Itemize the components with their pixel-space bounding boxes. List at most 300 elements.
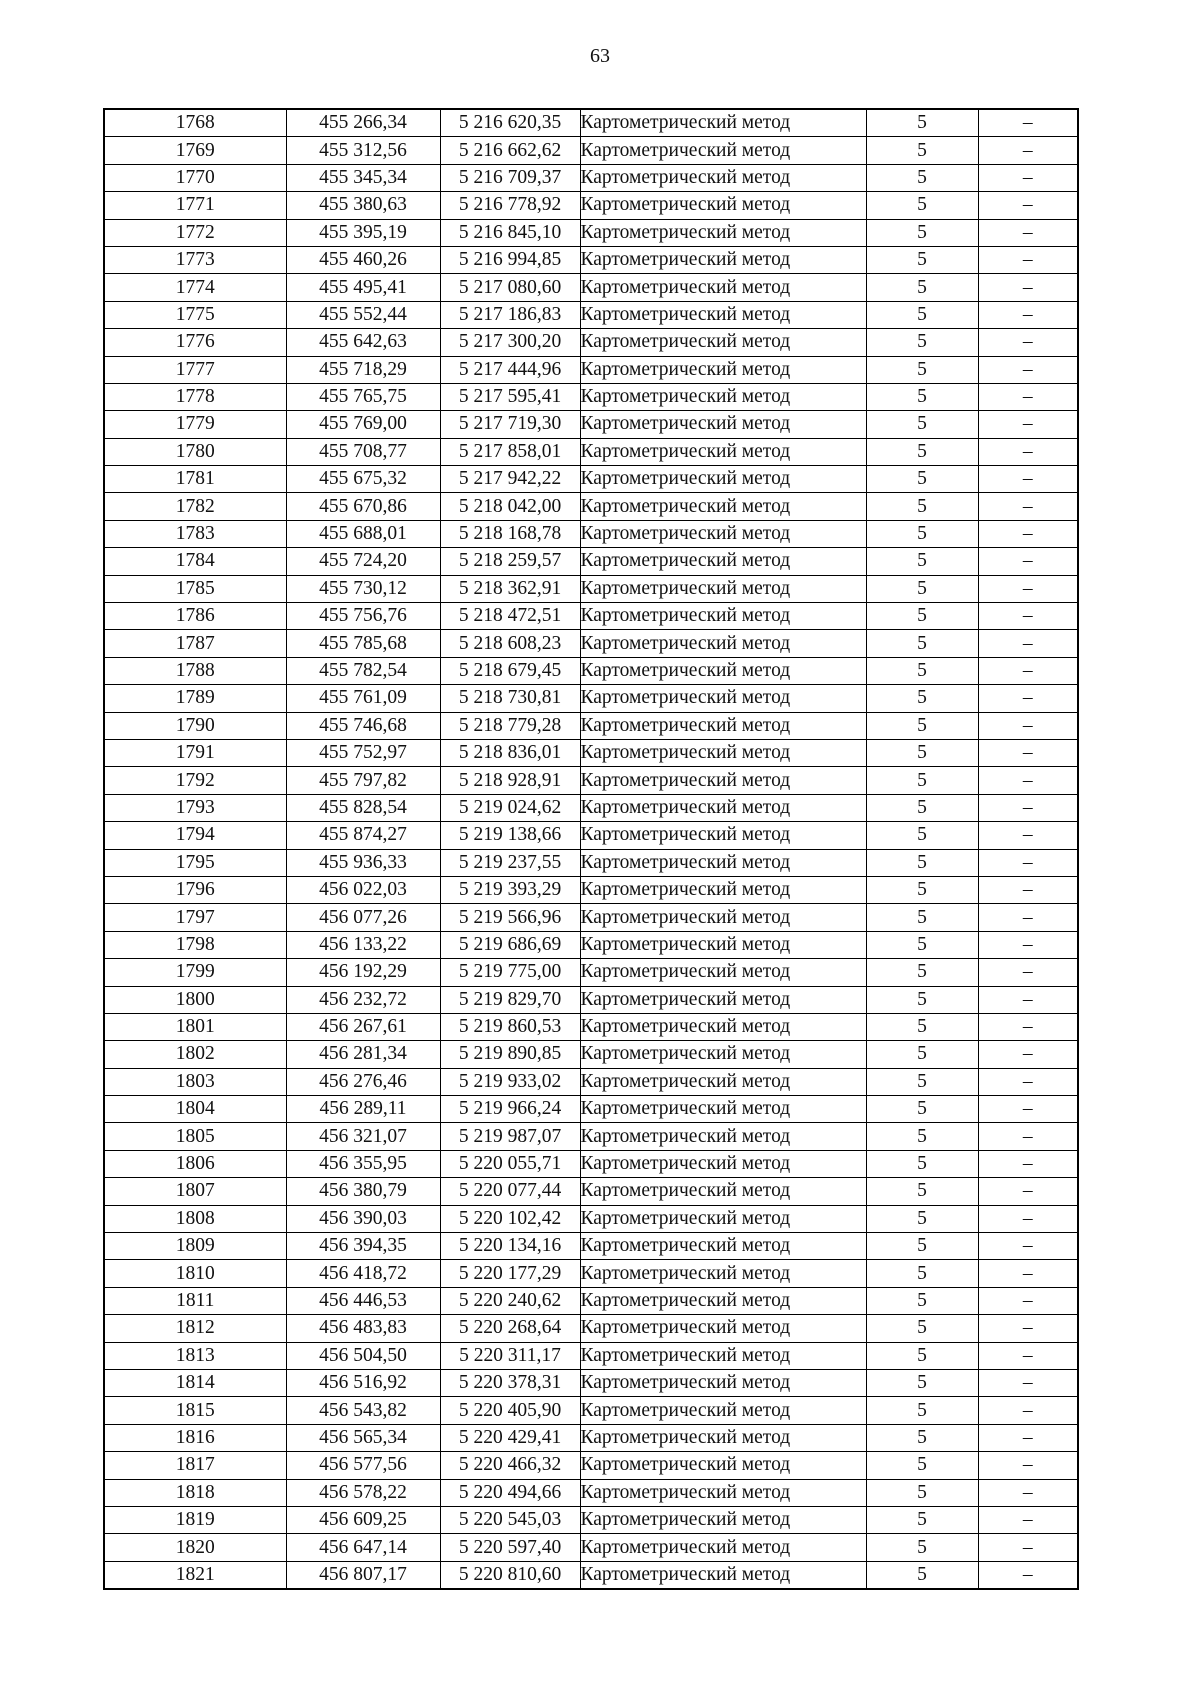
empty-dash-cell: – (978, 246, 1078, 273)
point-number-cell: 1773 (104, 246, 286, 273)
method-cell: Картометрический метод (580, 712, 866, 739)
empty-dash-cell: – (978, 411, 1078, 438)
empty-dash-cell: – (978, 959, 1078, 986)
y-coordinate-cell: 5 218 679,45 (440, 657, 580, 684)
point-number-cell: 1813 (104, 1342, 286, 1369)
x-coordinate-cell: 455 756,76 (286, 603, 440, 630)
page-number: 63 (590, 45, 610, 67)
method-cell: Картометрический метод (580, 767, 866, 794)
table-row (104, 246, 1078, 273)
point-number-cell: 1788 (104, 657, 286, 684)
accuracy-cell: 5 (866, 1424, 978, 1451)
x-coordinate-cell: 456 380,79 (286, 1178, 440, 1205)
y-coordinate-cell: 5 218 928,91 (440, 767, 580, 794)
table-row (104, 630, 1078, 657)
y-coordinate-cell: 5 216 994,85 (440, 246, 580, 273)
x-coordinate-cell: 456 609,25 (286, 1506, 440, 1533)
x-coordinate-cell: 455 761,09 (286, 685, 440, 712)
table-row (104, 1424, 1078, 1451)
y-coordinate-cell: 5 220 268,64 (440, 1315, 580, 1342)
method-cell: Картометрический метод (580, 986, 866, 1013)
method-cell: Картометрический метод (580, 1506, 866, 1533)
table-row (104, 520, 1078, 547)
point-number-cell: 1775 (104, 301, 286, 328)
point-number-cell: 1796 (104, 876, 286, 903)
x-coordinate-cell: 455 724,20 (286, 548, 440, 575)
method-cell: Картометрический метод (580, 1342, 866, 1369)
accuracy-cell: 5 (866, 466, 978, 493)
empty-dash-cell: – (978, 1342, 1078, 1369)
empty-dash-cell: – (978, 575, 1078, 602)
empty-dash-cell: – (978, 603, 1078, 630)
table-row (104, 575, 1078, 602)
table-row (104, 411, 1078, 438)
empty-dash-cell: – (978, 192, 1078, 219)
empty-dash-cell: – (978, 685, 1078, 712)
x-coordinate-cell: 455 765,75 (286, 383, 440, 410)
y-coordinate-cell: 5 220 134,16 (440, 1233, 580, 1260)
x-coordinate-cell: 455 380,63 (286, 192, 440, 219)
x-coordinate-cell: 456 807,17 (286, 1561, 440, 1589)
empty-dash-cell: – (978, 767, 1078, 794)
table-row (104, 301, 1078, 328)
point-number-cell: 1790 (104, 712, 286, 739)
point-number-cell: 1812 (104, 1315, 286, 1342)
accuracy-cell: 5 (866, 1041, 978, 1068)
empty-dash-cell: – (978, 520, 1078, 547)
x-coordinate-cell: 455 752,97 (286, 739, 440, 766)
method-cell: Картометрический метод (580, 274, 866, 301)
empty-dash-cell: – (978, 1013, 1078, 1040)
method-cell: Картометрический метод (580, 137, 866, 164)
empty-dash-cell: – (978, 1068, 1078, 1095)
method-cell: Картометрический метод (580, 520, 866, 547)
method-cell: Картометрический метод (580, 739, 866, 766)
point-number-cell: 1789 (104, 685, 286, 712)
empty-dash-cell: – (978, 383, 1078, 410)
y-coordinate-cell: 5 218 779,28 (440, 712, 580, 739)
method-cell: Картометрический метод (580, 164, 866, 191)
method-cell: Картометрический метод (580, 575, 866, 602)
empty-dash-cell: – (978, 164, 1078, 191)
empty-dash-cell: – (978, 986, 1078, 1013)
y-coordinate-cell: 5 220 378,31 (440, 1369, 580, 1396)
table-row (104, 1233, 1078, 1260)
accuracy-cell: 5 (866, 1315, 978, 1342)
point-number-cell: 1770 (104, 164, 286, 191)
point-number-cell: 1807 (104, 1178, 286, 1205)
accuracy-cell: 5 (866, 1397, 978, 1424)
method-cell: Картометрический метод (580, 794, 866, 821)
table-row (104, 876, 1078, 903)
accuracy-cell: 5 (866, 712, 978, 739)
accuracy-cell: 5 (866, 822, 978, 849)
empty-dash-cell: – (978, 1205, 1078, 1232)
x-coordinate-cell: 456 504,50 (286, 1342, 440, 1369)
y-coordinate-cell: 5 219 966,24 (440, 1096, 580, 1123)
empty-dash-cell: – (978, 329, 1078, 356)
y-coordinate-cell: 5 217 444,96 (440, 356, 580, 383)
method-cell: Картометрический метод (580, 603, 866, 630)
table-row (104, 1534, 1078, 1561)
method-cell: Картометрический метод (580, 630, 866, 657)
y-coordinate-cell: 5 219 566,96 (440, 904, 580, 931)
y-coordinate-cell: 5 220 055,71 (440, 1150, 580, 1177)
y-coordinate-cell: 5 216 778,92 (440, 192, 580, 219)
point-number-cell: 1794 (104, 822, 286, 849)
y-coordinate-cell: 5 217 300,20 (440, 329, 580, 356)
x-coordinate-cell: 455 730,12 (286, 575, 440, 602)
x-coordinate-cell: 455 395,19 (286, 219, 440, 246)
point-number-cell: 1819 (104, 1506, 286, 1533)
method-cell: Картометрический метод (580, 329, 866, 356)
empty-dash-cell: – (978, 137, 1078, 164)
table-row (104, 1452, 1078, 1479)
method-cell: Картометрический метод (580, 1150, 866, 1177)
y-coordinate-cell: 5 216 845,10 (440, 219, 580, 246)
x-coordinate-cell: 455 708,77 (286, 438, 440, 465)
y-coordinate-cell: 5 219 987,07 (440, 1123, 580, 1150)
x-coordinate-cell: 456 446,53 (286, 1287, 440, 1314)
empty-dash-cell: – (978, 219, 1078, 246)
y-coordinate-cell: 5 218 259,57 (440, 548, 580, 575)
y-coordinate-cell: 5 217 942,22 (440, 466, 580, 493)
table-row (104, 1260, 1078, 1287)
point-number-cell: 1804 (104, 1096, 286, 1123)
table-row (104, 931, 1078, 958)
point-number-cell: 1772 (104, 219, 286, 246)
method-cell: Картометрический метод (580, 1041, 866, 1068)
method-cell: Картометрический метод (580, 246, 866, 273)
empty-dash-cell: – (978, 1534, 1078, 1561)
y-coordinate-cell: 5 218 362,91 (440, 575, 580, 602)
table-row (104, 1561, 1078, 1589)
table-row (104, 1397, 1078, 1424)
table-row (104, 657, 1078, 684)
empty-dash-cell: – (978, 1096, 1078, 1123)
empty-dash-cell: – (978, 466, 1078, 493)
method-cell: Картометрический метод (580, 1123, 866, 1150)
accuracy-cell: 5 (866, 246, 978, 273)
y-coordinate-cell: 5 219 024,62 (440, 794, 580, 821)
y-coordinate-cell: 5 219 393,29 (440, 876, 580, 903)
accuracy-cell: 5 (866, 383, 978, 410)
point-number-cell: 1809 (104, 1233, 286, 1260)
x-coordinate-cell: 455 345,34 (286, 164, 440, 191)
point-number-cell: 1786 (104, 603, 286, 630)
x-coordinate-cell: 455 782,54 (286, 657, 440, 684)
table-row (104, 767, 1078, 794)
y-coordinate-cell: 5 220 429,41 (440, 1424, 580, 1451)
empty-dash-cell: – (978, 739, 1078, 766)
method-cell: Картометрический метод (580, 904, 866, 931)
x-coordinate-cell: 456 281,34 (286, 1041, 440, 1068)
accuracy-cell: 5 (866, 1479, 978, 1506)
empty-dash-cell: – (978, 794, 1078, 821)
y-coordinate-cell: 5 219 829,70 (440, 986, 580, 1013)
point-number-cell: 1784 (104, 548, 286, 575)
empty-dash-cell: – (978, 438, 1078, 465)
y-coordinate-cell: 5 220 545,03 (440, 1506, 580, 1533)
accuracy-cell: 5 (866, 438, 978, 465)
point-number-cell: 1781 (104, 466, 286, 493)
point-number-cell: 1787 (104, 630, 286, 657)
table-row (104, 274, 1078, 301)
accuracy-cell: 5 (866, 876, 978, 903)
y-coordinate-cell: 5 220 077,44 (440, 1178, 580, 1205)
method-cell: Картометрический метод (580, 1561, 866, 1589)
table-row (104, 712, 1078, 739)
y-coordinate-cell: 5 216 620,35 (440, 109, 580, 137)
x-coordinate-cell: 456 577,56 (286, 1452, 440, 1479)
y-coordinate-cell: 5 218 730,81 (440, 685, 580, 712)
coordinates-table (103, 108, 1079, 1590)
point-number-cell: 1818 (104, 1479, 286, 1506)
point-number-cell: 1808 (104, 1205, 286, 1232)
table-row (104, 1315, 1078, 1342)
x-coordinate-cell: 455 718,29 (286, 356, 440, 383)
table-row (104, 1096, 1078, 1123)
x-coordinate-cell: 455 797,82 (286, 767, 440, 794)
x-coordinate-cell: 456 267,61 (286, 1013, 440, 1040)
accuracy-cell: 5 (866, 1233, 978, 1260)
method-cell: Картометрический метод (580, 849, 866, 876)
method-cell: Картометрический метод (580, 1068, 866, 1095)
table-row (104, 685, 1078, 712)
method-cell: Картометрический метод (580, 1287, 866, 1314)
method-cell: Картометрический метод (580, 356, 866, 383)
table-row (104, 192, 1078, 219)
empty-dash-cell: – (978, 1150, 1078, 1177)
table-row (104, 493, 1078, 520)
method-cell: Картометрический метод (580, 219, 866, 246)
point-number-cell: 1783 (104, 520, 286, 547)
method-cell: Картометрический метод (580, 301, 866, 328)
x-coordinate-cell: 455 460,26 (286, 246, 440, 273)
y-coordinate-cell: 5 220 466,32 (440, 1452, 580, 1479)
x-coordinate-cell: 455 312,56 (286, 137, 440, 164)
table-row (104, 356, 1078, 383)
y-coordinate-cell: 5 216 709,37 (440, 164, 580, 191)
point-number-cell: 1801 (104, 1013, 286, 1040)
y-coordinate-cell: 5 220 405,90 (440, 1397, 580, 1424)
x-coordinate-cell: 456 543,82 (286, 1397, 440, 1424)
x-coordinate-cell: 456 647,14 (286, 1534, 440, 1561)
point-number-cell: 1820 (104, 1534, 286, 1561)
empty-dash-cell: – (978, 301, 1078, 328)
accuracy-cell: 5 (866, 1342, 978, 1369)
point-number-cell: 1785 (104, 575, 286, 602)
x-coordinate-cell: 455 642,63 (286, 329, 440, 356)
accuracy-cell: 5 (866, 301, 978, 328)
empty-dash-cell: – (978, 1178, 1078, 1205)
y-coordinate-cell: 5 217 595,41 (440, 383, 580, 410)
accuracy-cell: 5 (866, 931, 978, 958)
empty-dash-cell: – (978, 1369, 1078, 1396)
x-coordinate-cell: 455 828,54 (286, 794, 440, 821)
accuracy-cell: 5 (866, 1096, 978, 1123)
table-row (104, 959, 1078, 986)
table-row (104, 466, 1078, 493)
x-coordinate-cell: 456 578,22 (286, 1479, 440, 1506)
x-coordinate-cell: 455 495,41 (286, 274, 440, 301)
empty-dash-cell: – (978, 1506, 1078, 1533)
empty-dash-cell: – (978, 1397, 1078, 1424)
x-coordinate-cell: 455 936,33 (286, 849, 440, 876)
table-row (104, 219, 1078, 246)
x-coordinate-cell: 455 675,32 (286, 466, 440, 493)
y-coordinate-cell: 5 220 177,29 (440, 1260, 580, 1287)
point-number-cell: 1802 (104, 1041, 286, 1068)
point-number-cell: 1800 (104, 986, 286, 1013)
point-number-cell: 1821 (104, 1561, 286, 1589)
method-cell: Картометрический метод (580, 1205, 866, 1232)
table-row (104, 1479, 1078, 1506)
method-cell: Картометрический метод (580, 548, 866, 575)
y-coordinate-cell: 5 219 775,00 (440, 959, 580, 986)
point-number-cell: 1768 (104, 109, 286, 137)
point-number-cell: 1769 (104, 137, 286, 164)
table-row (104, 739, 1078, 766)
x-coordinate-cell: 456 418,72 (286, 1260, 440, 1287)
method-cell: Картометрический метод (580, 1369, 866, 1396)
method-cell: Картометрический метод (580, 1096, 866, 1123)
x-coordinate-cell: 456 483,83 (286, 1315, 440, 1342)
table-row (104, 1205, 1078, 1232)
y-coordinate-cell: 5 217 080,60 (440, 274, 580, 301)
table-row (104, 1123, 1078, 1150)
x-coordinate-cell: 456 394,35 (286, 1233, 440, 1260)
empty-dash-cell: – (978, 493, 1078, 520)
table-row (104, 1178, 1078, 1205)
x-coordinate-cell: 456 077,26 (286, 904, 440, 931)
method-cell: Картометрический метод (580, 685, 866, 712)
accuracy-cell: 5 (866, 109, 978, 137)
point-number-cell: 1791 (104, 739, 286, 766)
method-cell: Картометрический метод (580, 192, 866, 219)
point-number-cell: 1774 (104, 274, 286, 301)
accuracy-cell: 5 (866, 1534, 978, 1561)
empty-dash-cell: – (978, 1260, 1078, 1287)
method-cell: Картометрический метод (580, 383, 866, 410)
accuracy-cell: 5 (866, 1205, 978, 1232)
accuracy-cell: 5 (866, 520, 978, 547)
accuracy-cell: 5 (866, 794, 978, 821)
y-coordinate-cell: 5 218 836,01 (440, 739, 580, 766)
y-coordinate-cell: 5 218 608,23 (440, 630, 580, 657)
method-cell: Картометрический метод (580, 1178, 866, 1205)
accuracy-cell: 5 (866, 1287, 978, 1314)
y-coordinate-cell: 5 220 102,42 (440, 1205, 580, 1232)
method-cell: Картометрический метод (580, 438, 866, 465)
accuracy-cell: 5 (866, 849, 978, 876)
table-row (104, 1369, 1078, 1396)
point-number-cell: 1795 (104, 849, 286, 876)
x-coordinate-cell: 456 276,46 (286, 1068, 440, 1095)
accuracy-cell: 5 (866, 411, 978, 438)
accuracy-cell: 5 (866, 548, 978, 575)
empty-dash-cell: – (978, 1315, 1078, 1342)
y-coordinate-cell: 5 217 719,30 (440, 411, 580, 438)
accuracy-cell: 5 (866, 603, 978, 630)
x-coordinate-cell: 456 022,03 (286, 876, 440, 903)
accuracy-cell: 5 (866, 1369, 978, 1396)
table-row (104, 1287, 1078, 1314)
y-coordinate-cell: 5 219 933,02 (440, 1068, 580, 1095)
x-coordinate-cell: 456 192,29 (286, 959, 440, 986)
point-number-cell: 1799 (104, 959, 286, 986)
method-cell: Картометрический метод (580, 931, 866, 958)
empty-dash-cell: – (978, 109, 1078, 137)
point-number-cell: 1814 (104, 1369, 286, 1396)
empty-dash-cell: – (978, 1287, 1078, 1314)
x-coordinate-cell: 455 785,68 (286, 630, 440, 657)
accuracy-cell: 5 (866, 575, 978, 602)
table-row (104, 137, 1078, 164)
y-coordinate-cell: 5 218 042,00 (440, 493, 580, 520)
table-row (104, 1342, 1078, 1369)
y-coordinate-cell: 5 220 240,62 (440, 1287, 580, 1314)
method-cell: Картометрический метод (580, 466, 866, 493)
y-coordinate-cell: 5 217 186,83 (440, 301, 580, 328)
x-coordinate-cell: 455 552,44 (286, 301, 440, 328)
y-coordinate-cell: 5 220 810,60 (440, 1561, 580, 1589)
x-coordinate-cell: 456 289,11 (286, 1096, 440, 1123)
empty-dash-cell: – (978, 1424, 1078, 1451)
y-coordinate-cell: 5 217 858,01 (440, 438, 580, 465)
point-number-cell: 1803 (104, 1068, 286, 1095)
empty-dash-cell: – (978, 548, 1078, 575)
x-coordinate-cell: 456 390,03 (286, 1205, 440, 1232)
accuracy-cell: 5 (866, 1013, 978, 1040)
method-cell: Картометрический метод (580, 1233, 866, 1260)
accuracy-cell: 5 (866, 356, 978, 383)
y-coordinate-cell: 5 219 237,55 (440, 849, 580, 876)
point-number-cell: 1798 (104, 931, 286, 958)
empty-dash-cell: – (978, 849, 1078, 876)
table-row (104, 794, 1078, 821)
table-row (104, 603, 1078, 630)
point-number-cell: 1797 (104, 904, 286, 931)
empty-dash-cell: – (978, 931, 1078, 958)
accuracy-cell: 5 (866, 904, 978, 931)
accuracy-cell: 5 (866, 329, 978, 356)
empty-dash-cell: – (978, 630, 1078, 657)
table-row (104, 164, 1078, 191)
accuracy-cell: 5 (866, 1260, 978, 1287)
accuracy-cell: 5 (866, 1150, 978, 1177)
empty-dash-cell: – (978, 1123, 1078, 1150)
accuracy-cell: 5 (866, 630, 978, 657)
table-row (104, 109, 1078, 137)
table-row (104, 1506, 1078, 1533)
table-row (104, 329, 1078, 356)
table-row (104, 383, 1078, 410)
method-cell: Картометрический метод (580, 876, 866, 903)
point-number-cell: 1782 (104, 493, 286, 520)
point-number-cell: 1778 (104, 383, 286, 410)
accuracy-cell: 5 (866, 767, 978, 794)
y-coordinate-cell: 5 219 860,53 (440, 1013, 580, 1040)
method-cell: Картометрический метод (580, 1534, 866, 1561)
table-row (104, 1068, 1078, 1095)
method-cell: Картометрический метод (580, 109, 866, 137)
accuracy-cell: 5 (866, 959, 978, 986)
table-row (104, 822, 1078, 849)
y-coordinate-cell: 5 218 168,78 (440, 520, 580, 547)
method-cell: Картометрический метод (580, 1013, 866, 1040)
x-coordinate-cell: 455 688,01 (286, 520, 440, 547)
